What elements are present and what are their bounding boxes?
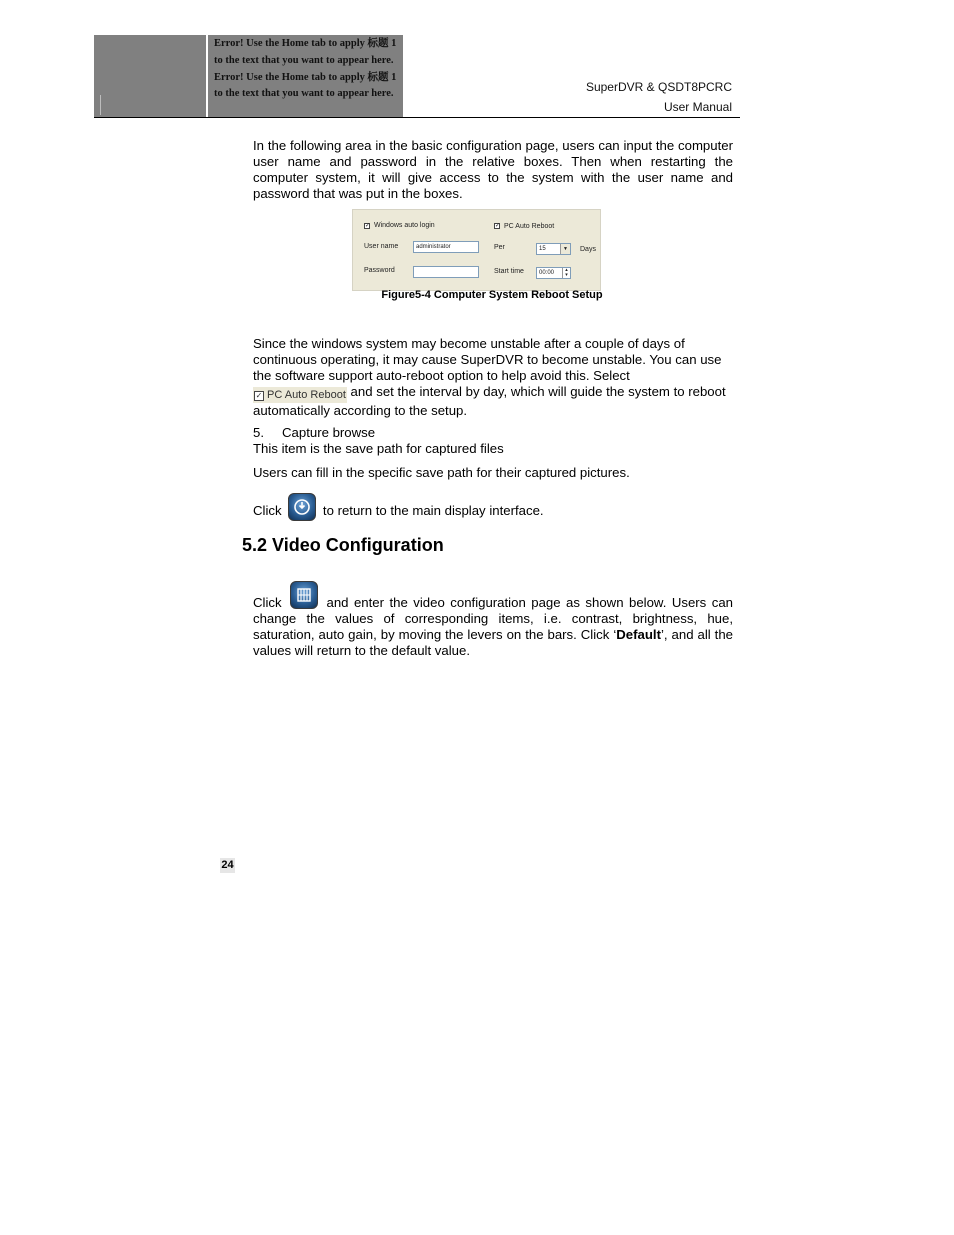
header-grey-block [94, 35, 206, 117]
paragraph-auto-reboot-b: and set the interval by day, which will guide the system to reboot automatically according to the setup. [253, 384, 726, 418]
paragraph-auto-reboot-a: Since the windows system may become unstable after a couple of days of continuous operating, it may cause SuperDVR to become unstable. You can use the software support auto-reboot option to help avoid this. Select [253, 336, 722, 383]
click-word: Click [253, 503, 282, 518]
user-name-label: User name [364, 243, 399, 250]
item-5-description: This item is the save path for captured files [253, 441, 504, 456]
default-keyword: Default [616, 627, 661, 642]
per-label: Per [494, 244, 505, 251]
start-time-label: Start time [494, 268, 524, 275]
pc-auto-reboot-label: PC Auto Reboot [504, 223, 555, 230]
return-main-icon[interactable] [288, 493, 316, 521]
pc-auto-reboot-checkbox[interactable]: ✓ [495, 223, 501, 229]
section-title: 5.2 Video Configuration [242, 535, 444, 555]
spinner-icon[interactable]: ▴ ▾ [562, 268, 570, 278]
password-label: Password [364, 267, 395, 274]
paragraph-intro: In the following area in the basic configuration page, users can input the computer user name and password in the relative boxes. Then when restarting the computer system, it will give access to the system with the user name and password that was put in the boxes. [253, 138, 733, 201]
inline-pc-auto-reboot-label: PC Auto Reboot [267, 389, 346, 401]
start-time-input[interactable] [536, 267, 571, 279]
paragraph-video-config-a: and enter the video configuration page as shown below. Users can change the values of corresponding items, i.e. contrast, brightness, hue, saturation, auto gain, by moving the levers on the bars. Click ‘ [253, 595, 733, 642]
start-time-value: 00:00 [539, 270, 555, 276]
video-config-icon[interactable] [290, 581, 318, 609]
click-word-2: Click [253, 595, 282, 610]
reboot-setup-figure [352, 209, 601, 291]
chevron-down-icon[interactable]: ▼ [560, 244, 570, 254]
item-5-heading [253, 425, 733, 441]
return-text: to return to the main display interface. [322, 503, 544, 518]
inline-pc-auto-reboot [253, 387, 347, 403]
page-number: 24 [221, 859, 234, 871]
paragraph-return [253, 493, 733, 527]
header-tick-mark [100, 95, 101, 115]
paragraph-video-config [253, 581, 733, 659]
header-product: SuperDVR & QSDT8PCRC [585, 80, 732, 94]
item-5-title: Capture browse [282, 425, 376, 440]
paragraph-auto-reboot [253, 336, 733, 419]
figure-caption: Figure5-4 Computer System Reboot Setup [381, 289, 603, 301]
days-label: Days [580, 246, 596, 253]
paragraph-video-config-b: ’, and all the values will return to the default value. [253, 627, 733, 658]
windows-auto-login-checkbox[interactable]: ✓ [365, 223, 371, 229]
check-icon: ✓ [255, 391, 263, 400]
header-rule [94, 117, 740, 118]
password-input[interactable] [413, 266, 479, 278]
per-value: 15 [539, 246, 546, 252]
header-manual: User Manual [663, 100, 732, 114]
header-error-block [208, 35, 403, 117]
per-select[interactable] [536, 243, 571, 255]
header-error-text: Error! Use the Home tab to apply 标题 1 to the text that you want to appear here. Error! Use the Home tab to apply 标题 1 to the text that you want to appear here. [214, 38, 397, 100]
windows-auto-login-label: Windows auto login [374, 222, 435, 229]
item-5-number: 5. [253, 425, 264, 440]
user-name-input[interactable]: administrator [413, 241, 479, 253]
paragraph-save-path: Users can fill in the specific save path for their captured pictures. [253, 465, 630, 480]
